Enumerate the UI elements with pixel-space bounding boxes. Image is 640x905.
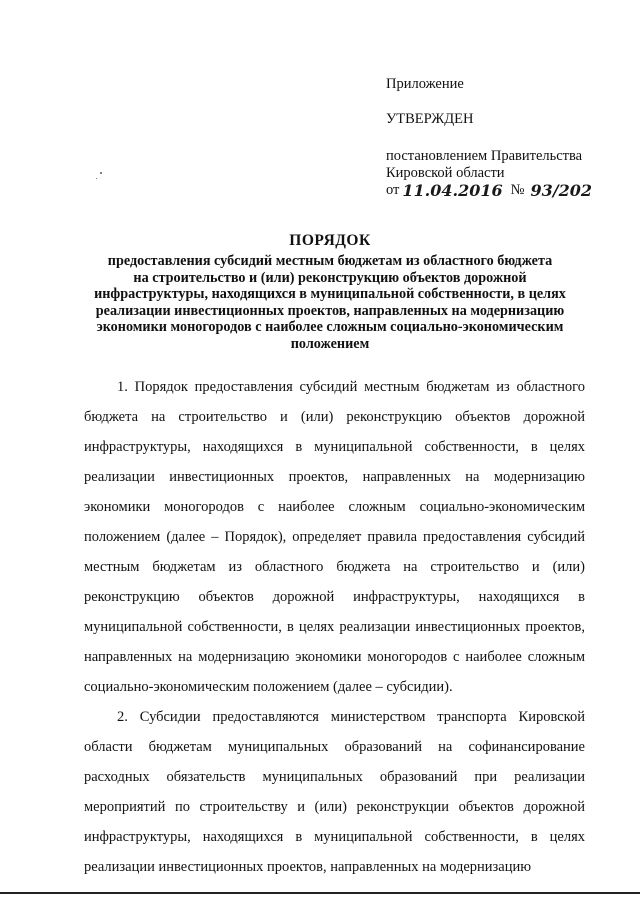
document-body bbox=[84, 372, 585, 882]
approved-by-line-2: Кировской области bbox=[386, 165, 505, 181]
subtitle-line: предоставления субсидий местным бюджетам из областного бюджета bbox=[107, 253, 553, 269]
handwritten-date: 11.04.2016 bbox=[402, 181, 503, 200]
approved-label: УТВЕРЖДЕН bbox=[386, 111, 474, 127]
decree-date-number bbox=[386, 182, 626, 199]
document-title: ПОРЯДОК bbox=[289, 232, 371, 249]
document-title-block bbox=[60, 232, 600, 353]
scan-bottom-edge bbox=[0, 892, 640, 894]
approved-by-line-1: постановлением Правительства bbox=[386, 148, 583, 164]
appendix-label: Приложение bbox=[386, 76, 464, 92]
subtitle-line: реализации инвестиционных проектов, направленных на модернизацию bbox=[95, 302, 565, 319]
date-prefix: от bbox=[386, 182, 400, 198]
paragraph-2: 2. Субсидии предоставляются министерством транспорта Кировской области бюджетам муниципальных образований на софинансирование расходных обязательств муниципальных образований при реализации мероприятий по строительству и (или) реконструкции объектов дорожной инфраструктуры, находящихся в муниципальной собственности, в целях реализации инвестиционных проектов, направленных на модернизацию bbox=[84, 709, 585, 875]
approval-block bbox=[386, 76, 626, 199]
scan-speck bbox=[96, 178, 97, 179]
subtitle-line: положением bbox=[290, 335, 370, 352]
subtitle-line: экономики моногородов с наиболее сложным социально-экономическим bbox=[96, 319, 564, 336]
handwritten-number: 93/202 bbox=[530, 181, 592, 200]
subtitle-line: на строительство и (или) реконструкцию объектов дорожной bbox=[133, 269, 527, 286]
document-subtitle bbox=[60, 253, 600, 353]
number-sign: № bbox=[510, 182, 525, 198]
scan-speck bbox=[100, 172, 102, 174]
paragraph-1: 1. Порядок предоставления субсидий местным бюджетам из областного бюджета на строительство и (или) реконструкцию объектов дорожной инфраструктуры, находящихся в муниципальной собственности, в целях реализации инвестиционных проектов, направленных на модернизацию экономики моногородов с наиболее сложным социально-экономическим положением (далее – Порядок), определяет правила предоставления субсидий местным бюджетам из областного бюджета на строительство и (или) реконструкцию объектов дорожной инфраструктуры, находящихся в муниципальной собственности, в целях реализации инвестиционных проектов, направленных на модернизацию экономики моногородов с наиболее сложным социально-экономическим положением (далее – субсидии). bbox=[84, 379, 585, 695]
subtitle-line: инфраструктуры, находящихся в муниципальной собственности, в целях bbox=[94, 286, 566, 303]
